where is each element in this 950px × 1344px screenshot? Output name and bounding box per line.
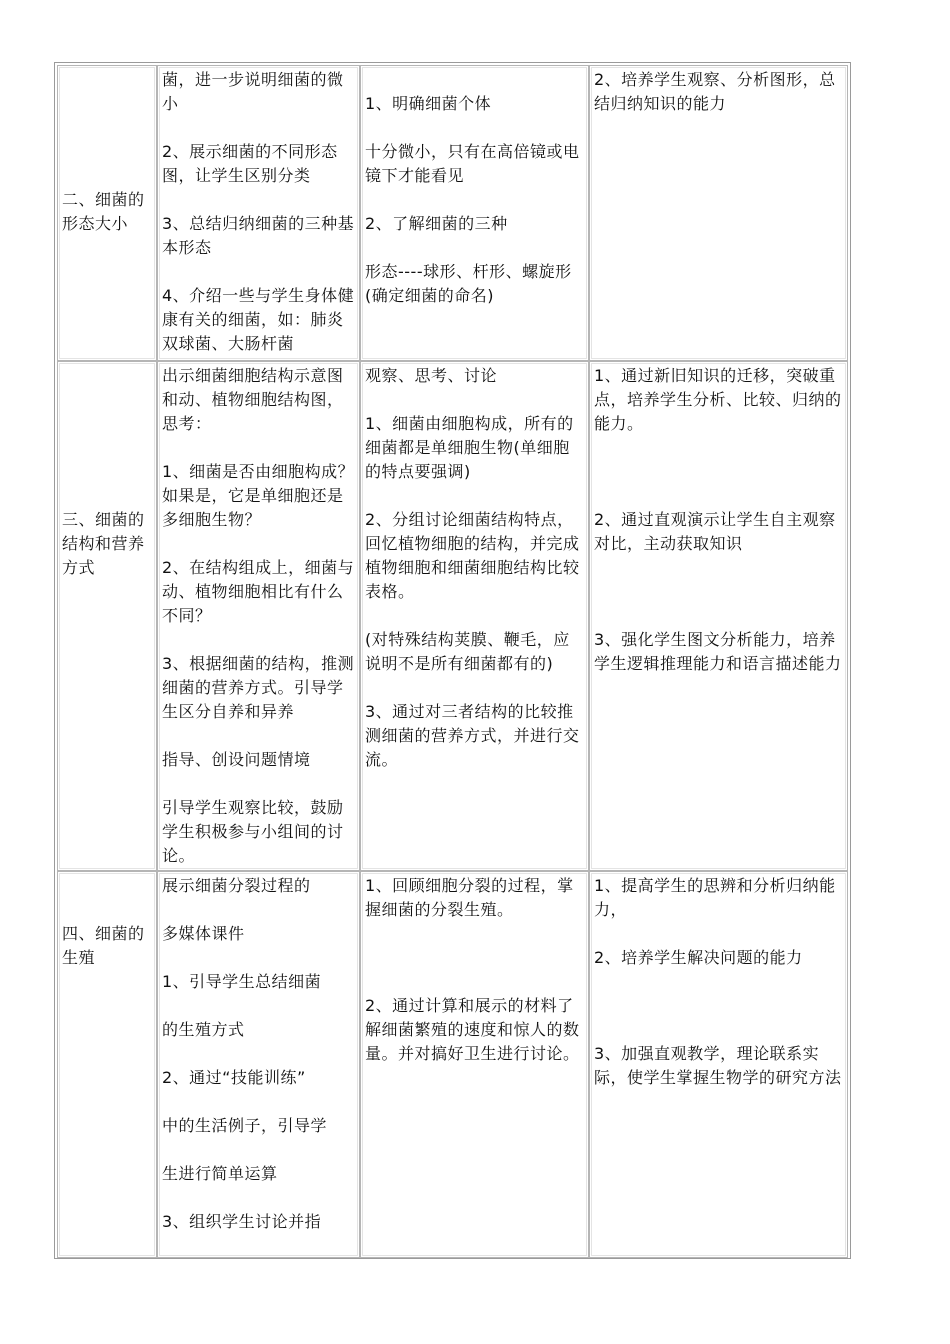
table-row (55, 871, 850, 1258)
design-purpose-cell (589, 361, 848, 871)
stage-title: 四、细菌的生殖 (62, 924, 145, 967)
teacher-text: 3、总结归纳细菌的三种基本形态 (162, 214, 355, 257)
student-activity-cell (360, 65, 589, 361)
teacher-activity-cell (157, 65, 360, 361)
purpose-text: 1、提高学生的思辨和分析归纳能力， (594, 876, 836, 919)
stage-cell (57, 361, 157, 871)
student-text: 3、通过对三者结构的比较推测细菌的营养方式，并进行交流。 (365, 702, 580, 769)
teacher-text: 2、展示细菌的不同形态图，让学生区别分类 (162, 142, 338, 185)
stage-title: 二、细菌的形态大小 (62, 190, 145, 233)
teacher-text: 1、引导学生总结细菌 (162, 972, 322, 991)
table-row (55, 65, 850, 361)
stage-cell (57, 65, 157, 361)
student-text: 2、了解细菌的三种 (365, 214, 508, 233)
student-text: 形态----球形、杆形、螺旋形(确定细菌的命名) (365, 262, 572, 305)
teacher-text: 2、通过“技能训练” (162, 1068, 306, 1087)
teacher-text: 1、细菌是否由细胞构成？如果是，它是单细胞还是多细胞生物？ (162, 462, 355, 529)
teacher-text: 出示细菌细胞结构示意图和动、植物细胞结构图，思考： (162, 366, 344, 433)
teacher-activity-cell (157, 871, 360, 1258)
student-text: 2、分组讨论细菌结构特点，回忆植物细胞的结构，并完成植物细胞和细菌细胞结构比较表格。 (365, 510, 580, 601)
student-activity-cell (360, 361, 589, 871)
teacher-text: 3、组织学生讨论并指 (162, 1212, 322, 1231)
purpose-text: 3、加强直观教学，理论联系实际，使学生掌握生物学的研究方法 (594, 1044, 842, 1087)
design-purpose-cell (589, 65, 848, 361)
student-text: (对特殊结构荚膜、鞭毛，应说明不是所有细菌都有的) (365, 630, 570, 673)
stage-title: 三、细菌的结构和营养方式 (62, 510, 145, 577)
teacher-text: 中的生活例子，引导学 (162, 1116, 328, 1135)
student-text: 1、回顾细胞分裂的过程，掌握细菌的分裂生殖。 (365, 876, 574, 919)
teacher-text: 3、根据细菌的结构，推测细菌的营养方式。引导学生区分自养和异养 (162, 654, 355, 721)
student-text: 十分微小，只有在高倍镜或电镜下才能看见 (365, 142, 580, 185)
teacher-text: 展示细菌分裂过程的 (162, 876, 311, 895)
teacher-text: 生进行简单运算 (162, 1164, 278, 1183)
purpose-text: 3、强化学生图文分析能力，培养学生逻辑推理能力和语言描述能力 (594, 630, 842, 673)
purpose-text: 2、培养学生观察、分析图形，总结归纳知识的能力 (594, 70, 836, 113)
student-activity-cell (360, 871, 589, 1258)
teacher-text: 多媒体课件 (162, 924, 245, 943)
purpose-text: 1、通过新旧知识的迁移，突破重点，培养学生分析、比较、归纳的能力。 (594, 366, 842, 433)
teacher-text: 引导学生观察比较，鼓励学生积极参与小组间的讨论。 (162, 798, 344, 865)
purpose-text: 2、通过直观演示让学生自主观察对比，主动获取知识 (594, 510, 836, 553)
student-text: 1、细菌由细胞构成，所有的细菌都是单细胞生物(单细胞的特点要强调) (365, 414, 574, 481)
table-row (55, 361, 850, 871)
teacher-text: 的生殖方式 (162, 1020, 245, 1039)
teacher-activity-cell (157, 361, 360, 871)
teacher-text: 4、介绍一些与学生身体健康有关的细菌，如：肺炎双球菌、大肠杆菌 (162, 286, 355, 353)
student-text: 1、明确细菌个体 (365, 94, 492, 113)
lesson-plan-table (54, 62, 851, 1259)
teacher-text: 菌，进一步说明细菌的微小 (162, 70, 344, 113)
purpose-text: 2、培养学生解决问题的能力 (594, 948, 803, 967)
stage-cell (57, 871, 157, 1258)
teacher-text: 2、在结构组成上，细菌与动、植物细胞相比有什么不同？ (162, 558, 355, 625)
design-purpose-cell (589, 871, 848, 1258)
teacher-text: 指导、创设问题情境 (162, 750, 311, 769)
student-text: 2、通过计算和展示的材料了解细菌繁殖的速度和惊人的数量。并对搞好卫生进行讨论。 (365, 996, 580, 1063)
student-text: 观察、思考、讨论 (365, 366, 498, 385)
